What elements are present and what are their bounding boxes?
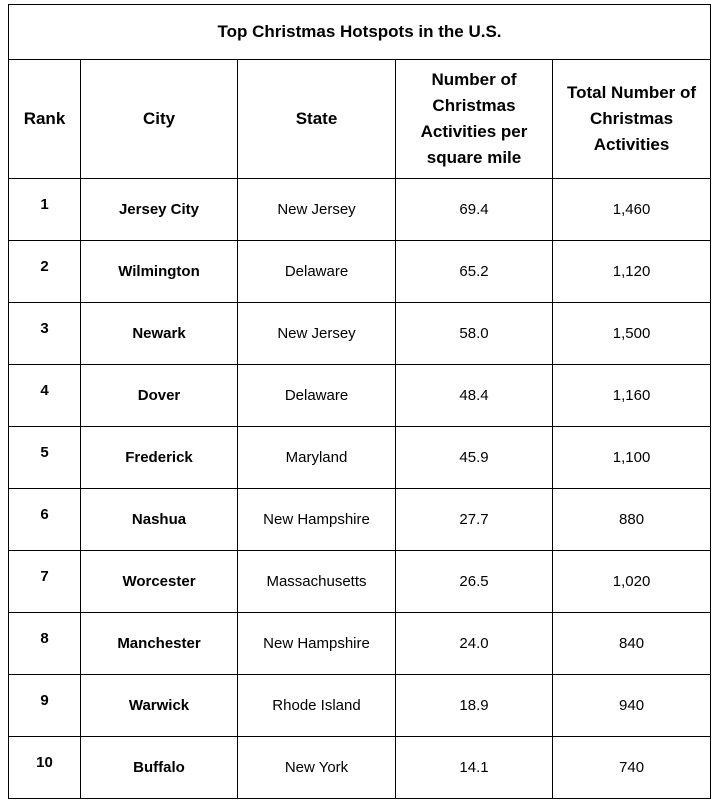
- state-cell: New Hampshire: [238, 613, 396, 675]
- city-cell: Dover: [81, 365, 238, 427]
- state-cell: Rhode Island: [238, 675, 396, 737]
- column-header-state: State: [238, 60, 396, 179]
- per-square-mile-cell: 24.0: [396, 613, 553, 675]
- rank-cell: [9, 241, 81, 303]
- rank-value: 4: [40, 382, 49, 399]
- city-cell: Wilmington: [81, 241, 238, 303]
- rank-value: 7: [40, 568, 49, 585]
- rank-value: 8: [40, 630, 49, 647]
- table-row: [9, 241, 711, 303]
- city-cell: Buffalo: [81, 737, 238, 799]
- table-container: [8, 4, 711, 799]
- per-square-mile-cell: 27.7: [396, 489, 553, 551]
- rank-cell: [9, 737, 81, 799]
- state-cell: Delaware: [238, 365, 396, 427]
- column-header-total: Total Number of Christmas Activities: [553, 60, 711, 179]
- city-cell: Frederick: [81, 427, 238, 489]
- per-square-mile-cell: 69.4: [396, 179, 553, 241]
- state-cell: Maryland: [238, 427, 396, 489]
- total-activities-cell: 840: [553, 613, 711, 675]
- state-cell: New Hampshire: [238, 489, 396, 551]
- per-square-mile-cell: 65.2: [396, 241, 553, 303]
- city-cell: Manchester: [81, 613, 238, 675]
- total-activities-cell: 1,460: [553, 179, 711, 241]
- rank-value: 2: [40, 258, 49, 275]
- city-cell: Warwick: [81, 675, 238, 737]
- per-square-mile-cell: 58.0: [396, 303, 553, 365]
- rank-cell: [9, 675, 81, 737]
- state-cell: Delaware: [238, 241, 396, 303]
- rank-cell: [9, 427, 81, 489]
- rank-value: 1: [40, 196, 49, 213]
- total-activities-cell: 1,160: [553, 365, 711, 427]
- total-activities-cell: 1,100: [553, 427, 711, 489]
- per-square-mile-cell: 48.4: [396, 365, 553, 427]
- column-header-per-square-mile: [396, 60, 553, 179]
- city-cell: Worcester: [81, 551, 238, 613]
- rank-value: 6: [40, 506, 49, 523]
- total-activities-cell: 880: [553, 489, 711, 551]
- per-square-mile-cell: 14.1: [396, 737, 553, 799]
- total-activities-cell: 1,120: [553, 241, 711, 303]
- state-cell: New York: [238, 737, 396, 799]
- column-header-per-square-mile-label: Number of Christmas Activities per square mile: [420, 70, 528, 167]
- table-row: [9, 427, 711, 489]
- per-square-mile-cell: 18.9: [396, 675, 553, 737]
- table-row: [9, 675, 711, 737]
- total-activities-cell: 740: [553, 737, 711, 799]
- rank-cell: [9, 613, 81, 675]
- table-row: [9, 489, 711, 551]
- rank-value: 3: [40, 320, 49, 337]
- rank-cell: [9, 303, 81, 365]
- rank-value: 10: [36, 754, 53, 771]
- state-cell: Massachusetts: [238, 551, 396, 613]
- rank-cell: [9, 551, 81, 613]
- column-header-rank: Rank: [9, 60, 81, 179]
- table-body: [9, 179, 711, 799]
- table-row: [9, 365, 711, 427]
- state-cell: New Jersey: [238, 303, 396, 365]
- column-header-city: City: [81, 60, 238, 179]
- table-row: [9, 737, 711, 799]
- table-row: [9, 179, 711, 241]
- table-row: [9, 303, 711, 365]
- city-cell: Newark: [81, 303, 238, 365]
- hotspots-table: [8, 4, 711, 799]
- table-row: [9, 551, 711, 613]
- table-row: [9, 613, 711, 675]
- rank-cell: [9, 489, 81, 551]
- rank-value: 5: [40, 444, 49, 461]
- rank-value: 9: [40, 692, 49, 709]
- rank-cell: [9, 179, 81, 241]
- total-activities-cell: 1,020: [553, 551, 711, 613]
- table-title: Top Christmas Hotspots in the U.S.: [9, 5, 711, 60]
- rank-cell: [9, 365, 81, 427]
- per-square-mile-cell: 26.5: [396, 551, 553, 613]
- city-cell: Jersey City: [81, 179, 238, 241]
- per-square-mile-cell: 45.9: [396, 427, 553, 489]
- city-cell: Nashua: [81, 489, 238, 551]
- total-activities-cell: 1,500: [553, 303, 711, 365]
- state-cell: New Jersey: [238, 179, 396, 241]
- total-activities-cell: 940: [553, 675, 711, 737]
